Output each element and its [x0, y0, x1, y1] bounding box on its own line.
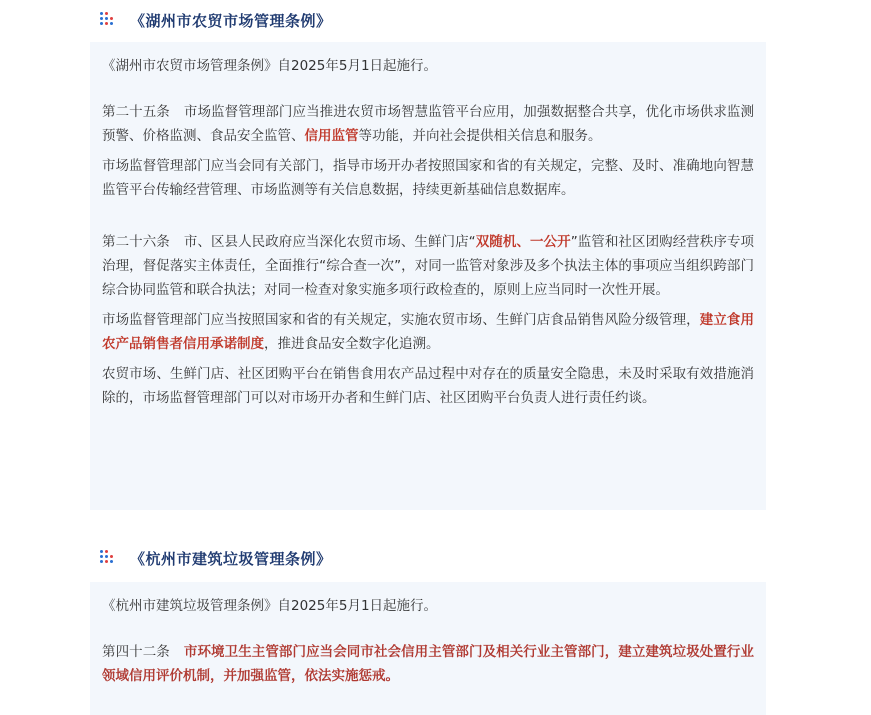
intro-paragraph: 《杭州市建筑垃圾管理条例》自2025年5月1日起施行。: [102, 598, 438, 614]
content-panel-hangzhou: [90, 582, 766, 715]
dot-grid-icon: [100, 550, 116, 566]
section-header-hangzhou: [100, 546, 332, 570]
highlight-text: 建立食用农产品销售者信用承诺制度: [102, 312, 755, 352]
highlight-text: 双随机、一公开: [475, 234, 571, 250]
highlight-text: 市环境卫生主管部门应当会同市社会信用主管部门及相关行业主管部门，建立建筑垃圾处置行业领域信用评价机制，并加强监管，依法实施惩戒。: [102, 644, 755, 684]
intro-paragraph: 《湖州市农贸市场管理条例》自2025年5月1日起施行。: [102, 58, 438, 74]
section-title: 《杭州市建筑垃圾管理条例》: [130, 549, 332, 568]
article-42: [102, 640, 754, 688]
article-26-paragraph-3: 农贸市场、生鲜门店、社区团购平台在销售食用农产品过程中对存在的质量安全隐患，未及时采取有效措施消除的，市场监督管理部门可以对市场开办者和生鲜门店、社区团购平台负责人进行责任约谈。: [102, 366, 754, 406]
article-25-paragraph-2: 市场监督管理部门应当会同有关部门，指导市场开办者按照国家和省的有关规定，完整、及时、准确地向智慧监管平台传输经营管理、市场监测等有关信息数据，持续更新基础信息数据库。: [102, 158, 754, 198]
article-26: 第二十六条 市、区县人民政府应当深化农贸市场、生鲜门店“双随机、一公开”监管和社区团购经营秩序专项治理，督促落实主体责任，全面推行“综合查一次”，对同一监管对象涉及多个执法主体的事项应当组织跨部门综合协同监管和联合执法；对同一检查对象实施多项行政检查的，原则上应当同时一次性开展。: [102, 234, 755, 298]
article-number: 第二十五条: [102, 104, 170, 120]
article-25: 第二十五条 市场监督管理部门应当推进农贸市场智慧监管平台应用，加强数据整合共享，优化市场供求监测预警、价格监测、食品安全监管、信用监管等功能，并向社会提供相关信息和服务。: [102, 104, 755, 144]
section-title: 《湖州市农贸市场管理条例》: [130, 11, 332, 30]
article-number: 第二十六条: [102, 234, 170, 250]
highlight-text: 信用监管: [304, 128, 359, 144]
section-header-huzhou: [100, 8, 332, 32]
article-number: 第四十二条: [102, 644, 170, 660]
dot-grid-icon: [100, 12, 116, 28]
content-panel-huzhou: [90, 42, 766, 510]
article-26-paragraph-2: 市场监督管理部门应当按照国家和省的有关规定，实施农贸市场、生鲜门店食品销售风险分级管理，建立食用农产品销售者信用承诺制度，推进食品安全数字化追溯。: [102, 312, 755, 352]
